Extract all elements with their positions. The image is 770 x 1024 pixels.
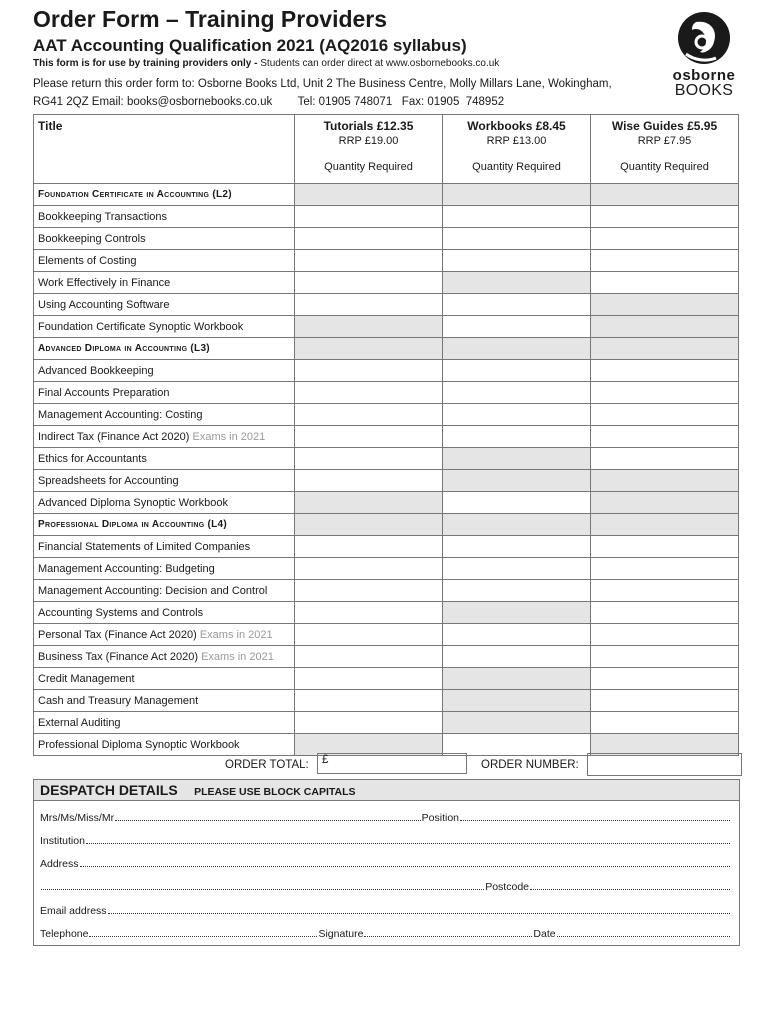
postcode-label: Postcode xyxy=(485,881,529,893)
book-title: Financial Statements of Limited Companies xyxy=(38,540,251,553)
tutorials-rrp: RRP £19.00 xyxy=(338,135,399,147)
section-heading: Advanced Diploma in Accounting (L3) xyxy=(34,338,295,360)
book-title: Foundation Certificate Synoptic Workbook xyxy=(38,320,244,333)
book-title: Final Accounts Preparation xyxy=(38,386,170,399)
usage-note-bold: This form is for use by training providers only - xyxy=(33,58,261,69)
workbooks-rrp: RRP £13.00 xyxy=(486,135,547,147)
tutorials-quantity-cell[interactable] xyxy=(295,712,443,734)
book-title-cell xyxy=(34,206,295,228)
logo-word-books: BOOKS xyxy=(674,82,734,99)
book-title: Work Effectively in Finance xyxy=(38,276,171,289)
position-label: Position xyxy=(421,812,459,824)
wise-guides-quantity-cell[interactable] xyxy=(591,404,739,426)
book-title-cell xyxy=(34,382,295,404)
tutorials-quantity-cell[interactable] xyxy=(295,690,443,712)
form-subtitle: AAT Accounting Qualification 2021 (AQ2016 syllabus) xyxy=(33,36,467,55)
address-field[interactable] xyxy=(80,866,730,867)
exam-note: Exams in 2021 xyxy=(201,650,274,663)
tutorials-quantity-cell[interactable] xyxy=(295,668,443,690)
order-total-label: ORDER TOTAL: xyxy=(225,759,309,771)
book-title: Advanced Diploma Synoptic Workbook xyxy=(38,496,228,509)
workbooks-quantity-cell[interactable] xyxy=(443,316,591,338)
book-title-cell xyxy=(34,426,295,448)
section-heading-cell xyxy=(295,184,443,206)
table-row xyxy=(34,470,739,492)
wise-guides-quantity-cell[interactable] xyxy=(591,206,739,228)
tutorials-quantity-cell[interactable] xyxy=(295,624,443,646)
wise-guides-quantity-cell[interactable] xyxy=(591,228,739,250)
logo-word-osborne: osborne xyxy=(672,67,736,84)
book-title: External Auditing xyxy=(38,716,121,729)
signature-field[interactable] xyxy=(364,936,532,937)
order-total-field[interactable] xyxy=(317,753,467,774)
workbooks-quantity-cell[interactable] xyxy=(443,536,591,558)
workbooks-quantity-cell xyxy=(443,448,591,470)
workbooks-quantity-cell xyxy=(443,272,591,294)
address-label: Address xyxy=(40,858,79,870)
wise-guides-quantity-cell[interactable] xyxy=(591,580,739,602)
wise-guides-quantity-cell xyxy=(591,492,739,514)
signature-label: Signature xyxy=(318,928,364,940)
wise-guides-quantity-label: Quantity Required xyxy=(620,161,709,173)
table-row xyxy=(34,448,739,470)
section-heading-cell xyxy=(443,184,591,206)
workbooks-quantity-cell[interactable] xyxy=(443,558,591,580)
section-heading: Foundation Certificate in Accounting (L2) xyxy=(34,184,295,206)
book-title: Advanced Bookkeeping xyxy=(38,364,154,377)
workbooks-price: Workbooks £8.45 xyxy=(467,119,566,133)
section-heading-row xyxy=(34,514,739,536)
workbooks-quantity-cell[interactable] xyxy=(443,580,591,602)
section-heading-row xyxy=(34,338,739,360)
wise-guides-quantity-cell[interactable] xyxy=(591,382,739,404)
wise-guides-quantity-cell[interactable] xyxy=(591,448,739,470)
workbooks-quantity-cell xyxy=(443,690,591,712)
table-row xyxy=(34,360,739,382)
order-number-label: ORDER NUMBER: xyxy=(481,759,579,771)
workbooks-quantity-label: Quantity Required xyxy=(472,161,561,173)
book-title-cell xyxy=(34,624,295,646)
book-title-cell xyxy=(34,734,295,756)
workbooks-quantity-cell[interactable] xyxy=(443,360,591,382)
workbooks-quantity-cell[interactable] xyxy=(443,624,591,646)
tutorials-column-header xyxy=(295,115,443,184)
book-title-cell xyxy=(34,228,295,250)
tutorials-quantity-cell[interactable] xyxy=(295,426,443,448)
wise-guides-quantity-cell[interactable] xyxy=(591,250,739,272)
table-row xyxy=(34,602,739,624)
table-row xyxy=(34,272,739,294)
book-title: Personal Tax (Finance Act 2020) xyxy=(38,628,197,641)
workbooks-quantity-cell xyxy=(443,712,591,734)
book-title-cell xyxy=(34,602,295,624)
book-title: Business Tax (Finance Act 2020) xyxy=(38,650,198,663)
tutorials-quantity-cell[interactable] xyxy=(295,536,443,558)
address-line xyxy=(40,854,731,870)
workbooks-quantity-cell[interactable] xyxy=(443,492,591,514)
book-title-cell xyxy=(34,272,295,294)
book-title: Cash and Treasury Management xyxy=(38,694,199,707)
address-postcode-line xyxy=(40,877,731,893)
book-title-cell xyxy=(34,448,295,470)
tutorials-quantity-cell[interactable] xyxy=(295,558,443,580)
section-heading-cell xyxy=(443,514,591,536)
wise-guides-quantity-cell[interactable] xyxy=(591,426,739,448)
block-capitals-instruction: PLEASE USE BLOCK CAPITALS xyxy=(194,786,356,798)
table-row xyxy=(34,492,739,514)
book-title: Management Accounting: Costing xyxy=(38,408,203,421)
tutorials-quantity-cell xyxy=(295,316,443,338)
workbooks-quantity-cell[interactable] xyxy=(443,250,591,272)
wise-guides-price: Wise Guides £5.95 xyxy=(611,119,718,133)
book-title-cell xyxy=(34,690,295,712)
name-label: Mrs/Ms/Miss/Mr xyxy=(40,812,115,824)
section-heading-row xyxy=(34,184,739,206)
wise-guides-quantity-cell[interactable] xyxy=(591,272,739,294)
wise-guides-quantity-cell xyxy=(591,294,739,316)
exam-note: Exams in 2021 xyxy=(199,628,273,641)
section-heading-cell xyxy=(443,338,591,360)
table-row xyxy=(34,382,739,404)
workbooks-quantity-cell[interactable] xyxy=(443,426,591,448)
osborne-logo-icon xyxy=(676,8,732,68)
institution-label: Institution xyxy=(40,835,85,847)
usage-note-text: Students can order direct at www.osbornebooks.co.uk xyxy=(260,58,500,69)
table-header-row xyxy=(34,115,739,184)
currency-symbol: £ xyxy=(322,754,329,766)
tutorials-quantity-cell[interactable] xyxy=(295,602,443,624)
tutorials-quantity-cell[interactable] xyxy=(295,294,443,316)
table-row xyxy=(34,624,739,646)
table-row xyxy=(34,646,739,668)
institution-line xyxy=(40,831,731,847)
despatch-header xyxy=(34,780,739,801)
date-label: Date xyxy=(533,928,556,940)
telephone-signature-date-line xyxy=(40,924,731,940)
tutorials-quantity-cell[interactable] xyxy=(295,580,443,602)
book-title-cell xyxy=(34,668,295,690)
book-title: Bookkeeping Transactions xyxy=(38,210,168,223)
book-title-cell xyxy=(34,712,295,734)
osborne-books-logo xyxy=(668,8,740,108)
return-address-line1: Please return this order form to: Osborne Books Ltd, Unit 2 The Business Centre, Molly Millars Lane, Wokingham, xyxy=(33,78,612,90)
form-title: Order Form – Training Providers xyxy=(33,6,388,32)
tutorials-quantity-cell[interactable] xyxy=(295,206,443,228)
usage-note xyxy=(33,58,499,69)
table-row xyxy=(34,668,739,690)
wise-guides-column-header xyxy=(591,115,739,184)
section-heading: Professional Diploma in Accounting (L4) xyxy=(34,514,295,536)
wise-guides-quantity-cell[interactable] xyxy=(591,646,739,668)
tutorials-quantity-cell[interactable] xyxy=(295,360,443,382)
book-title-cell xyxy=(34,580,295,602)
book-title-cell xyxy=(34,492,295,514)
date-field[interactable] xyxy=(557,936,730,937)
table-row xyxy=(34,558,739,580)
table-row xyxy=(34,404,739,426)
tutorials-quantity-cell[interactable] xyxy=(295,470,443,492)
workbooks-quantity-cell[interactable] xyxy=(443,228,591,250)
tutorials-price: Tutorials £12.35 xyxy=(323,119,414,133)
book-title: Spreadsheets for Accounting xyxy=(38,474,179,487)
tutorials-quantity-cell[interactable] xyxy=(295,272,443,294)
tutorials-quantity-cell[interactable] xyxy=(295,646,443,668)
section-heading-cell xyxy=(591,514,739,536)
address-field-2[interactable] xyxy=(41,889,484,890)
order-table xyxy=(33,114,739,756)
workbooks-quantity-cell xyxy=(443,602,591,624)
workbooks-quantity-cell[interactable] xyxy=(443,646,591,668)
book-title: Credit Management xyxy=(38,672,135,685)
workbooks-column-header xyxy=(443,115,591,184)
book-title-cell xyxy=(34,316,295,338)
table-row xyxy=(34,536,739,558)
book-title-cell xyxy=(34,404,295,426)
book-title: Management Accounting: Budgeting xyxy=(38,562,215,575)
table-row xyxy=(34,206,739,228)
despatch-details-box xyxy=(33,779,740,946)
workbooks-quantity-cell[interactable] xyxy=(443,294,591,316)
table-row xyxy=(34,690,739,712)
despatch-title: DESPATCH DETAILS xyxy=(40,782,178,798)
tutorials-quantity-cell[interactable] xyxy=(295,228,443,250)
wise-guides-quantity-cell[interactable] xyxy=(591,712,739,734)
name-position-line xyxy=(40,808,731,824)
book-title: Accounting Systems and Controls xyxy=(38,606,204,619)
tutorials-quantity-cell[interactable] xyxy=(295,382,443,404)
wise-guides-quantity-cell[interactable] xyxy=(591,558,739,580)
book-title: Using Accounting Software xyxy=(38,298,170,311)
table-row xyxy=(34,228,739,250)
telephone-field[interactable] xyxy=(89,936,317,937)
book-title-cell xyxy=(34,294,295,316)
book-title-cell xyxy=(34,250,295,272)
position-field[interactable] xyxy=(460,820,730,821)
table-row xyxy=(34,580,739,602)
table-row xyxy=(34,426,739,448)
section-heading-cell xyxy=(295,338,443,360)
workbooks-quantity-cell[interactable] xyxy=(443,382,591,404)
section-heading-cell xyxy=(591,184,739,206)
wise-guides-quantity-cell[interactable] xyxy=(591,668,739,690)
tutorials-quantity-cell[interactable] xyxy=(295,404,443,426)
wise-guides-quantity-cell[interactable] xyxy=(591,536,739,558)
institution-field[interactable] xyxy=(86,843,730,844)
workbooks-quantity-cell[interactable] xyxy=(443,404,591,426)
book-title: Elements of Costing xyxy=(38,254,137,267)
section-heading-cell xyxy=(591,338,739,360)
wise-guides-rrp: RRP £7.95 xyxy=(637,135,692,147)
tutorials-quantity-cell[interactable] xyxy=(295,250,443,272)
book-title: Ethics for Accountants xyxy=(38,452,147,465)
book-title-cell xyxy=(34,360,295,382)
book-title-cell xyxy=(34,646,295,668)
telephone-label: Telephone xyxy=(40,928,89,940)
book-title-cell xyxy=(34,536,295,558)
table-row xyxy=(34,712,739,734)
email-label: Email address xyxy=(40,905,107,917)
email-line xyxy=(40,901,731,917)
table-row xyxy=(34,250,739,272)
workbooks-quantity-cell[interactable] xyxy=(443,206,591,228)
name-field[interactable] xyxy=(115,820,421,821)
wise-guides-quantity-cell[interactable] xyxy=(591,690,739,712)
workbooks-quantity-cell xyxy=(443,470,591,492)
tutorials-quantity-cell[interactable] xyxy=(295,448,443,470)
email-field[interactable] xyxy=(108,913,730,914)
order-number-field[interactable] xyxy=(587,753,742,776)
workbooks-quantity-cell xyxy=(443,668,591,690)
wise-guides-quantity-cell xyxy=(591,316,739,338)
wise-guides-quantity-cell[interactable] xyxy=(591,602,739,624)
tutorials-quantity-cell xyxy=(295,492,443,514)
wise-guides-quantity-cell xyxy=(591,470,739,492)
book-title: Indirect Tax (Finance Act 2020) xyxy=(38,430,190,443)
postcode-field[interactable] xyxy=(530,889,730,890)
table-row xyxy=(34,316,739,338)
wise-guides-quantity-cell[interactable] xyxy=(591,360,739,382)
exam-note: Exams in 2021 xyxy=(192,430,266,443)
return-address-line2: RG41 2QZ Email: books@osbornebooks.co.uk Tel: 01905 748071 Fax: 01905 748952 xyxy=(33,96,505,108)
section-heading-cell xyxy=(295,514,443,536)
book-title: Management Accounting: Decision and Control xyxy=(38,584,268,597)
book-title-cell xyxy=(34,470,295,492)
book-title: Bookkeeping Controls xyxy=(38,232,146,245)
book-title: Professional Diploma Synoptic Workbook xyxy=(38,738,240,751)
wise-guides-quantity-cell[interactable] xyxy=(591,624,739,646)
table-row xyxy=(34,294,739,316)
book-title-cell xyxy=(34,558,295,580)
title-column-header: Title xyxy=(34,115,295,184)
tutorials-quantity-label: Quantity Required xyxy=(324,161,413,173)
